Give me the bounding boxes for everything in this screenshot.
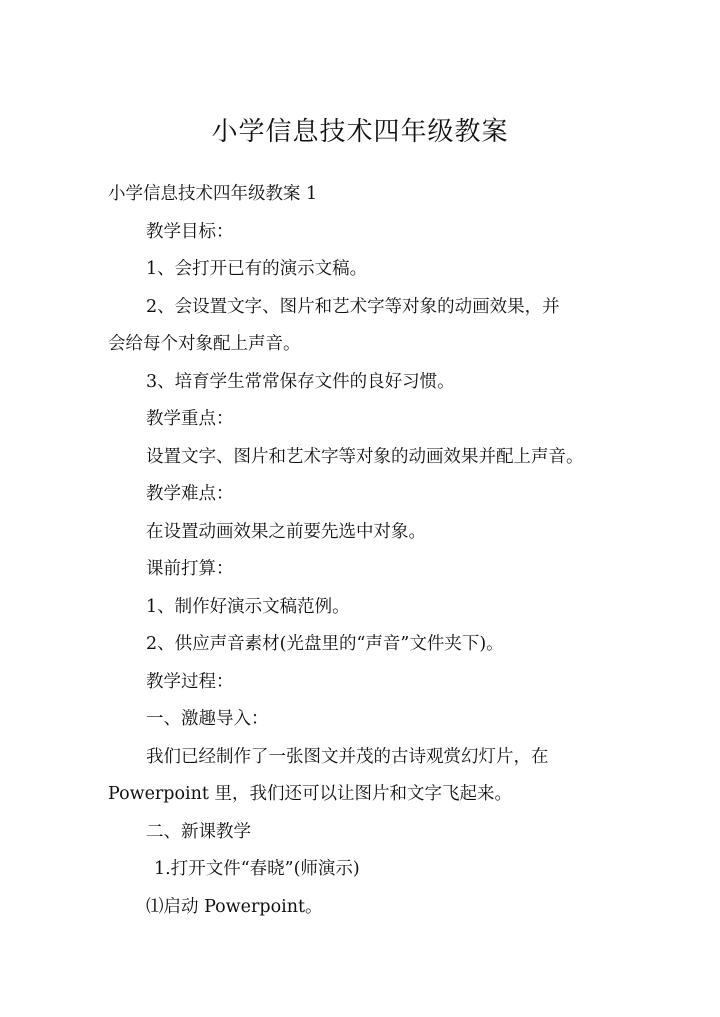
paragraph-line: 1.打开文件“春晓”(师演示) [154,859,360,879]
paragraph-line: 教学过程： [146,672,234,692]
paragraph-line: Powerpoint 里，我们还可以让图片和文字飞起来。 [108,784,513,804]
paragraph-line: 2、供应声音素材(光盘里的“声音”文件夹下)。 [146,634,504,654]
paragraph-line: 一、激趣导入： [146,709,269,729]
paragraph-line: 1、会打开已有的演示文稿。 [146,259,368,279]
paragraph-line: 我们已经制作了一张图文并茂的古诗观赏幻灯片，在 [146,747,549,767]
paragraph-line: 二、新课教学 [146,822,251,842]
paragraph-line: 设置文字、图片和艺术字等对象的动画效果并配上声音。 [146,447,584,467]
paragraph-line: 教学重点： [146,409,234,429]
section-heading: 小学信息技术四年级教案 1 [108,184,318,204]
paragraph-line: 课前打算： [146,559,234,579]
paragraph-line: 在设置动画效果之前要先选中对象。 [146,522,426,542]
paragraph-line: 会给每个对象配上声音。 [108,334,301,354]
paragraph-line: ⑴启动 Powerpoint。 [146,897,323,917]
document-title: 小学信息技术四年级教案 [211,117,509,147]
paragraph-line: 2、会设置文字、图片和艺术字等对象的动画效果，并 [146,297,560,317]
paragraph-line: 3、培育学生常常保存文件的良好习惯。 [146,372,455,392]
paragraph-line: 1、制作好演示文稿范例。 [146,597,350,617]
paragraph-line: 教学难点： [146,484,234,504]
paragraph-line: 教学目标： [146,222,234,242]
